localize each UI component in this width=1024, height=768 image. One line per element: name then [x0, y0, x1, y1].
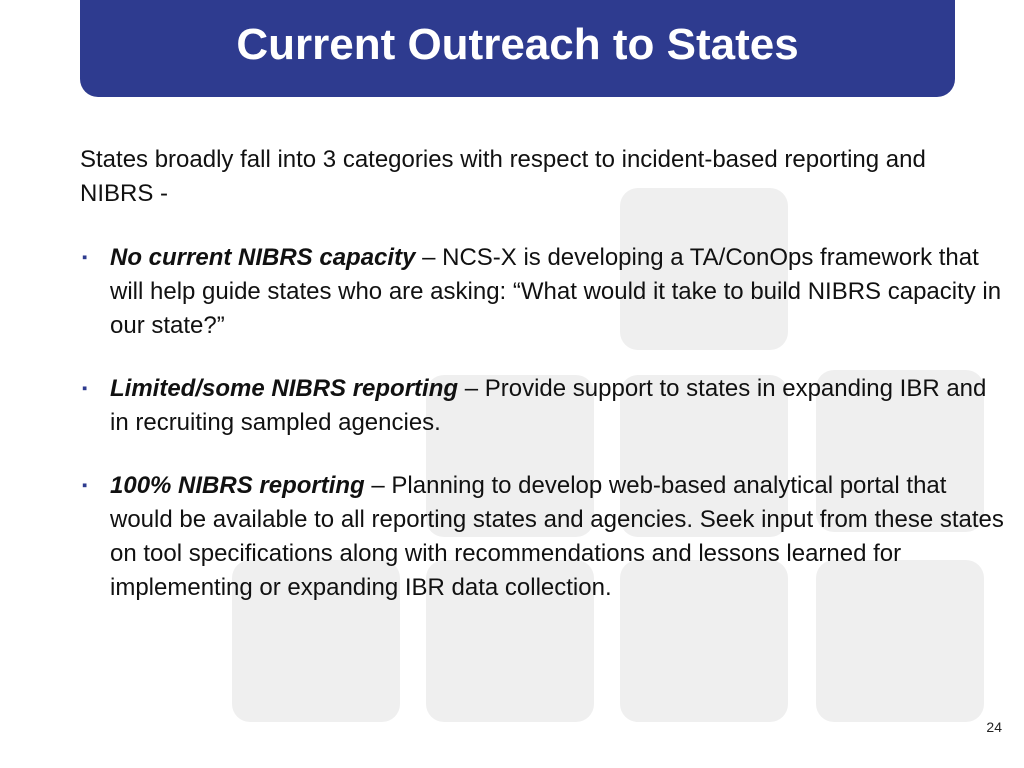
- bullet-lead: 100% NIBRS reporting: [110, 472, 365, 499]
- square-bullet-icon: ▪: [82, 249, 88, 266]
- square-bullet-icon: ▪: [82, 380, 88, 397]
- bullet-text: – NCS-X is developing a TA/ConOps framework that will help guide states who are asking: “What would it take to build NIBRS capacity in our state?”: [110, 244, 1002, 339]
- slide-body: [80, 143, 1005, 634]
- bullet-item: [80, 241, 1005, 343]
- bullet-text: – Provide support to states in expanding IBR and in recruiting sampled agencies.: [110, 375, 987, 436]
- slide-title: Current Outreach to States: [236, 20, 799, 69]
- bullet-lead: No current NIBRS capacity: [110, 244, 416, 271]
- page-number: 24: [986, 719, 1002, 735]
- intro-text: States broadly fall into 3 categories with respect to incident-based reporting and NIBRS -: [80, 146, 926, 207]
- bullet-text: – Planning to develop web-based analytical portal that would be available to all reporting states and agencies. Seek input from these states on tool specifications along with recommendations and lessons learned for implementing or expanding IBR data collection.: [110, 472, 1004, 601]
- square-bullet-icon: ▪: [82, 477, 88, 494]
- bullet-item: [80, 372, 1005, 440]
- bullet-lead: Limited/some NIBRS reporting: [110, 375, 459, 402]
- bullet-item: [80, 469, 1005, 605]
